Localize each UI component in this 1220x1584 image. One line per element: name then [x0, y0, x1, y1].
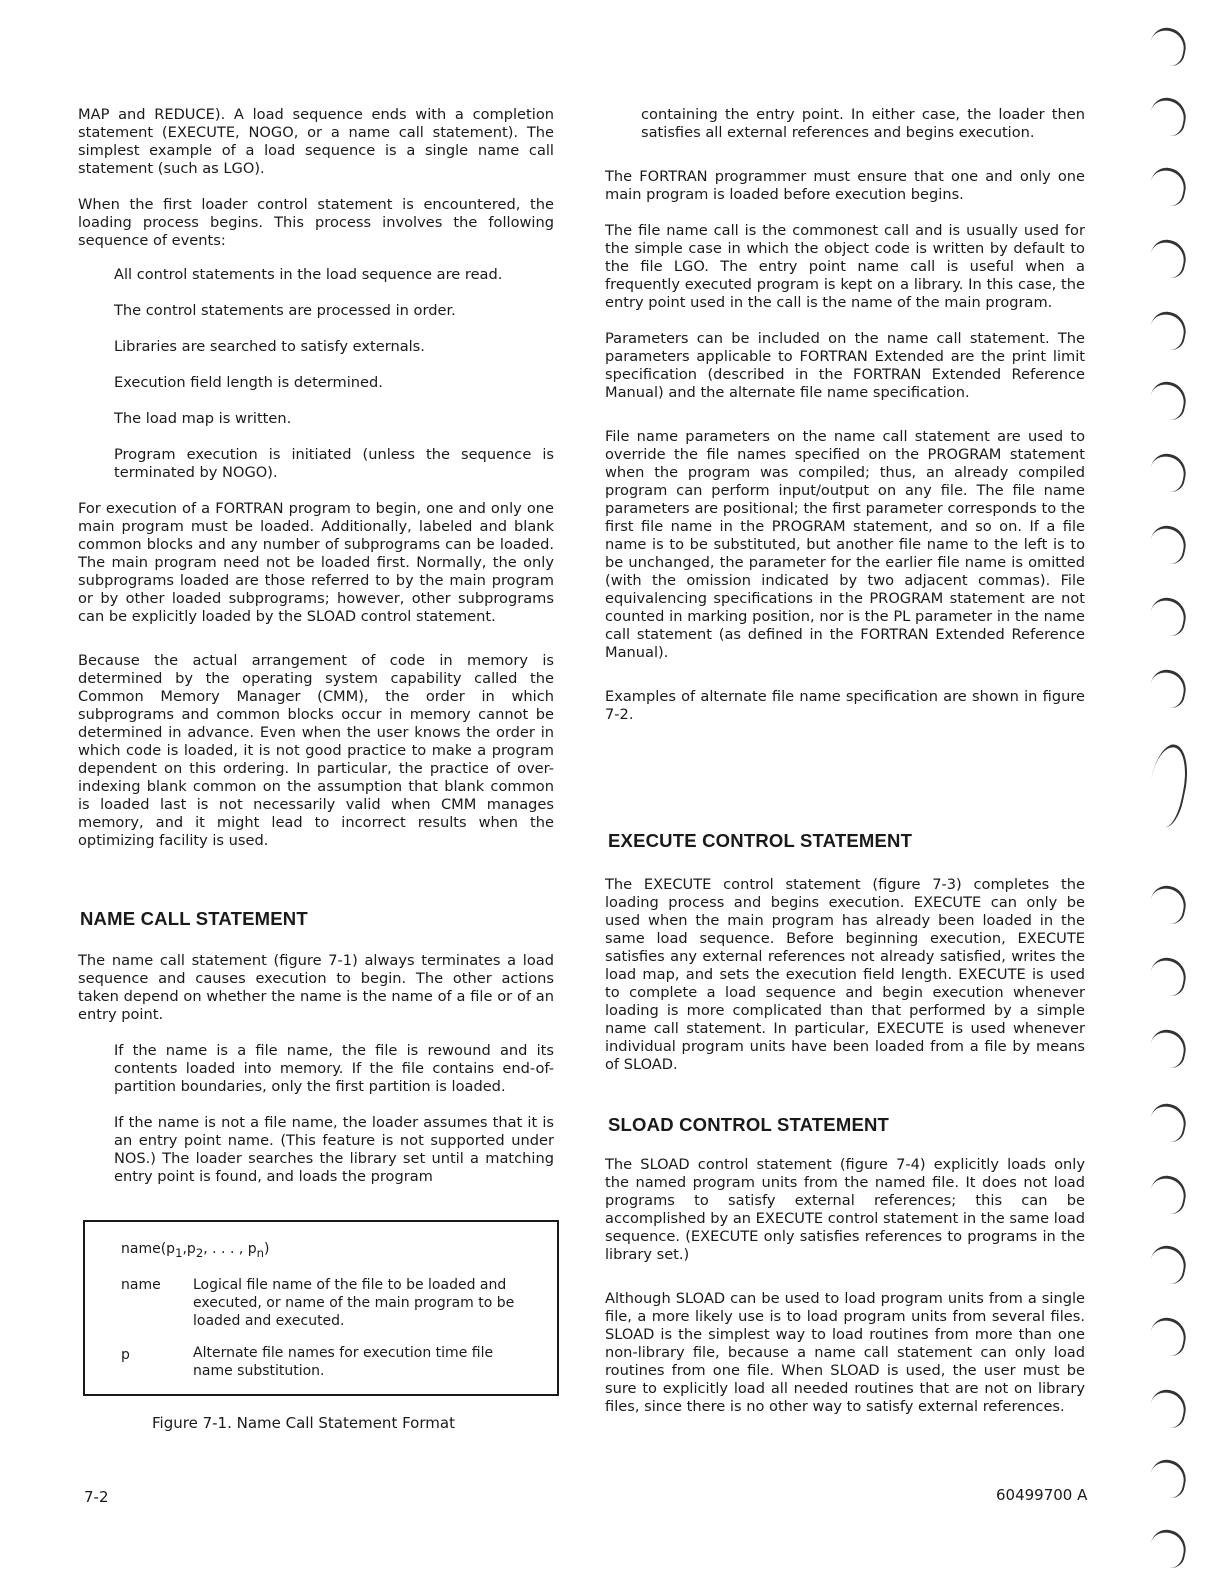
- binder-hole-mark: [1142, 741, 1194, 830]
- list-item: The control statements are processed in order.: [114, 302, 456, 319]
- binder-hole-mark: [1147, 237, 1190, 281]
- definition-term: name: [121, 1277, 161, 1293]
- binder-hole-mark: [1147, 1243, 1190, 1287]
- list-item: Libraries are searched to satisfy externals.: [114, 338, 425, 355]
- document-number: 60499700 A: [996, 1486, 1088, 1504]
- binder-hole-mark: [1147, 523, 1190, 567]
- binder-hole-mark: [1147, 1027, 1190, 1071]
- binder-hole-mark: [1147, 451, 1190, 495]
- paragraph: MAP and REDUCE). A load sequence ends with a completion statement (EXECUTE, NOGO, or a name call statement). The simplest example of a load sequence is a single name call statement (such as LGO).: [78, 106, 554, 177]
- paragraph: Although SLOAD can be used to load program units from a single file, a more likely use is to load program units from several files. SLOAD is the simplest way to load routines from more than one non-library file, because a name call statement can only load routines from one file. When SLOAD is used, the user must be sure to explicitly load all needed routines that are not on library files, since there is no other way to satisfy external references.: [605, 1290, 1085, 1415]
- binder-hole-mark: [1147, 955, 1190, 999]
- section-heading: EXECUTE CONTROL STATEMENT: [608, 830, 913, 851]
- left-column-lower: [78, 952, 554, 1186]
- figure-box: [83, 1220, 559, 1396]
- binder-hole-mark: [1147, 1387, 1190, 1431]
- paragraph: When the first loader control statement is encountered, the loading process begins. This process involves the following sequence of events:: [78, 196, 554, 249]
- definition-text: Alternate file names for execution time file name substitution.: [193, 1345, 494, 1379]
- binder-hole-mark: [1147, 1527, 1190, 1571]
- paragraph: The name call statement (figure 7-1) always terminates a load sequence and causes execution to begin. The other actions taken depend on whether the name is the name of a file or of an entry point.: [78, 952, 554, 1023]
- binder-hole-mark: [1147, 95, 1190, 139]
- definition-text: Logical file name of the file to be loaded and executed, or name of the main program to be loaded and executed.: [193, 1277, 515, 1329]
- paragraph: The EXECUTE control statement (figure 7-3) completes the loading process and begins execution. EXECUTE can only be used when the main program has already been loaded in the same load sequence. Before beginning execution, EXECUTE satisfies any external references not already satisfied, writes the load map, and sets the execution field length. EXECUTE is used to complete a load sequence and begin execution whenever loading is more complicated than that performed by a simple name call statement. In particular, EXECUTE is used whenever individual program units have been loaded from a file by means of SLOAD.: [605, 876, 1085, 1073]
- binder-hole-mark: [1147, 379, 1190, 423]
- list-item: Program execution is initiated (unless the sequence is terminated by NOGO).: [114, 446, 554, 481]
- binder-hole-mark: [1147, 1173, 1190, 1217]
- paragraph: File name parameters on the name call statement are used to override the file names specified on the PROGRAM statement when the program was compiled; thus, an already compiled program can perform input/output on any file. The file name parameters are positional; the first parameter corresponds to the first file name in the PROGRAM statement, and so on. If a file name is to be substituted, but another file name to the left is to be unchanged, the parameter for the earlier file name is omitted (with the omission indicated by two adjacent commas). File equivalencing specifications in the PROGRAM statement are not counted in marking position, nor is the PL parameter in the name call statement (as defined in the FORTRAN Extended Reference Manual).: [605, 428, 1085, 661]
- binder-hole-mark: [1147, 883, 1190, 927]
- binder-hole-mark: [1147, 165, 1190, 209]
- left-column: [78, 106, 554, 850]
- format-line: $name(p_1,p_2$, . . . , $p_n$): [121, 1241, 270, 1260]
- right-column: [605, 106, 1085, 724]
- section-heading: NAME CALL STATEMENT: [80, 908, 308, 929]
- right-column-mid: [605, 876, 1085, 1074]
- paragraph: For execution of a FORTRAN program to begin, one and only one main program must be loaded. Additionally, labeled and blank common blocks and any number of subprograms can be loaded. The main program need not be loaded first. Normally, the only subprograms loaded are those referred to by the main program or by other loaded subprograms; however, other subprograms can be explicitly loaded by the SLOAD control statement.: [78, 500, 554, 625]
- binder-hole-mark: [1147, 667, 1190, 711]
- paragraph: Because the actual arrangement of code in memory is determined by the operating system capability called the Common Memory Manager (CMM), the order in which subprograms and common blocks occur in memory cannot be determined in advance. Even when the user knows the order in which code is loaded, it is not good practice to make a program dependent on this ordering. In particular, the practice of over-indexing blank common on the assumption that blank common is loaded last is not necessarily valid when CMM manages memory, and it might lead to incorrect results when the optimizing facility is used.: [78, 652, 554, 849]
- binder-hole-mark: [1147, 595, 1190, 639]
- list-item: Execution field length is determined.: [114, 374, 383, 391]
- paragraph: The FORTRAN programmer must ensure that one and only one main program is loaded before execution begins.: [605, 168, 1085, 203]
- binder-hole-mark: [1147, 309, 1190, 353]
- paragraph: The file name call is the commonest call and is usually used for the simple case in which the object code is written by default to the file LGO. The entry point name call is useful when a frequently executed program is kept on a library. In this case, the entry point used in the call is the name of the main program.: [605, 222, 1085, 311]
- binder-hole-mark: [1147, 1101, 1190, 1145]
- binder-hole-mark: [1147, 1457, 1190, 1501]
- binder-hole-mark: [1147, 1315, 1190, 1359]
- right-column-lower: [605, 1156, 1085, 1416]
- paragraph: containing the entry point. In either case, the loader then satisfies all external references and begins execution.: [641, 106, 1085, 141]
- definition-term: p: [121, 1347, 130, 1363]
- paragraph: Parameters can be included on the name call statement. The parameters applicable to FORTRAN Extended are the print limit specification (described in the FORTRAN Extended Reference Manual) and the alternate file name specification.: [605, 330, 1085, 401]
- paragraph: If the name is not a file name, the loader assumes that it is an entry point name. (This feature is not supported under NOS.) The loader searches the library set until a matching entry point is found, and loads the program: [114, 1114, 554, 1185]
- paragraph: If the name is a file name, the file is rewound and its contents loaded into memory. If the file contains end-of-partition boundaries, only the first partition is loaded.: [114, 1042, 554, 1095]
- list-item: All control statements in the load sequence are read.: [114, 266, 503, 283]
- figure-caption: Figure 7-1. Name Call Statement Format: [152, 1414, 455, 1432]
- paragraph: Examples of alternate file name specification are shown in figure 7-2.: [605, 688, 1085, 723]
- paragraph: The SLOAD control statement (figure 7-4) explicitly loads only the named program units from the named file. It does not load programs to satisfy external references; this can be accomplished by an EXECUTE control statement in the same load sequence. (EXECUTE only satisfies references to programs in the library set.): [605, 1156, 1085, 1263]
- section-heading: SLOAD CONTROL STATEMENT: [608, 1114, 890, 1135]
- page-number: 7-2: [84, 1488, 109, 1506]
- binder-hole-mark: [1147, 25, 1190, 69]
- list-item: The load map is written.: [114, 410, 292, 427]
